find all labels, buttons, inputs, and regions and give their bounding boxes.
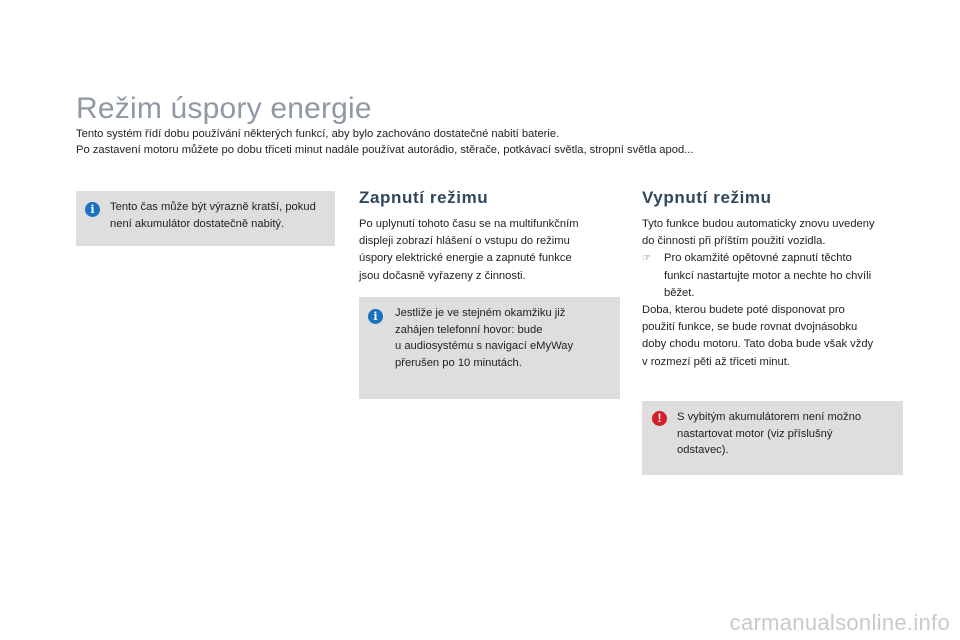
note-line: zahájen telefonní hovor: bude: [395, 323, 543, 336]
intro-line: Po zastavení motoru můžete po dobu třiceti minut nadále používat autorádio, stěrače, potkávací světla, stropní světla apod...: [76, 144, 694, 156]
note-line: odstavec).: [677, 444, 729, 456]
page-title: Režim úspory energie: [76, 92, 372, 125]
section-title-off: Vypnutí režimu: [642, 188, 772, 207]
note-line: nastartovat motor (viz příslušný: [677, 427, 833, 440]
note-text: [677, 409, 899, 459]
note-text: [110, 199, 332, 232]
body-line: doby chodu motoru. Tato doba bude však vždy: [642, 338, 874, 351]
note-text: [395, 305, 617, 371]
body-line: použití funkce, se bude rovnat dvojnásobku: [642, 321, 858, 334]
body-line: Po uplynutí tohoto času se na multifunkčním: [359, 218, 579, 230]
bullet-line: funkcí nastartujte motor a nechte ho chvíli: [664, 269, 872, 282]
note-line: Jestliže je ve stejném okamžiku již: [395, 307, 566, 319]
body-line: jsou dočasně vyřazeny z činnosti.: [359, 269, 526, 282]
note-line: Tento čas může být výrazně kratší, pokud: [110, 201, 316, 213]
bullet-line: Pro okamžité opětovné zapnutí těchto: [664, 252, 852, 265]
note-line: S vybitým akumulátorem není možno: [677, 411, 862, 423]
bullet-item: [642, 250, 912, 302]
body-line: v rozmezí pěti až třiceti minut.: [642, 355, 790, 368]
body-line: do činnosti při příštím použití vozidla.: [642, 235, 826, 248]
note-line: není akumulátor dostatečně nabitý.: [110, 217, 285, 230]
warning-icon: !: [652, 411, 667, 426]
intro-line: Tento systém řídí dobu používání některých funkcí, aby bylo zachováno dostatečné nabití baterie.: [76, 128, 560, 140]
left-info-note: [76, 191, 335, 246]
body-line: Tyto funkce budou automaticky znovu uvedeny: [642, 218, 875, 230]
body-line: Doba, kterou budete poté disponovat pro: [642, 304, 845, 317]
section-title-on: Zapnutí režimu: [359, 188, 489, 207]
body-line: displeji zobrazí hlášení o vstupu do režimu: [359, 235, 570, 248]
note-line: přerušen po 10 minutách.: [395, 356, 522, 369]
section-body-on: [359, 216, 621, 285]
body-line: úspory elektrické energie a zapnuté funkce: [359, 252, 572, 265]
section-body-off: [642, 216, 912, 371]
pointing-hand-icon: ☞: [642, 253, 651, 265]
note-line: u audiosystému s navigací eMyWay: [395, 340, 574, 352]
bullet-line: běžet.: [664, 286, 695, 299]
intro-text: [76, 126, 936, 158]
info-icon: i: [368, 309, 383, 324]
warning-note: [642, 401, 903, 475]
watermark: carmanualsonline.info: [729, 610, 950, 635]
call-info-note: [359, 297, 620, 399]
info-icon: i: [85, 202, 100, 217]
